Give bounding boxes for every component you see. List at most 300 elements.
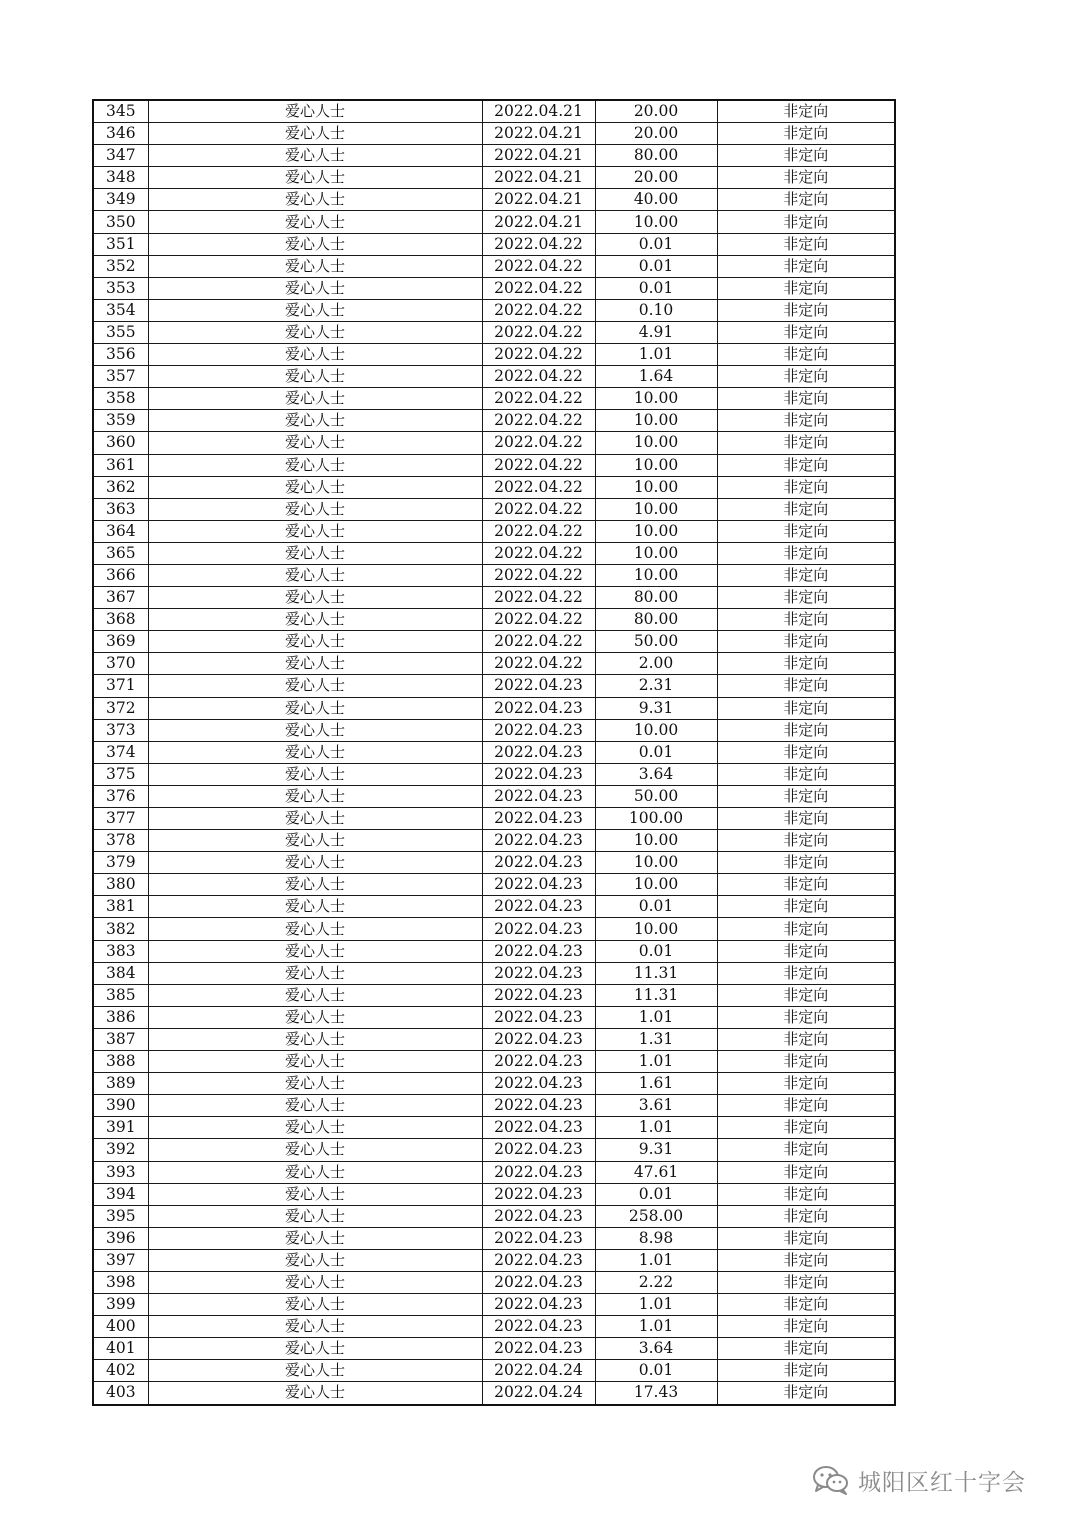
donation-date-cell: 2022.04.23 xyxy=(482,896,595,918)
donation-type-cell: 非定向 xyxy=(717,299,895,321)
donation-amount-cell: 10.00 xyxy=(595,564,717,586)
donation-type-cell: 非定向 xyxy=(717,123,895,145)
donation-date-cell: 2022.04.22 xyxy=(482,520,595,542)
table-row xyxy=(93,808,895,830)
donation-type-cell: 非定向 xyxy=(717,344,895,366)
donation-date-cell: 2022.04.22 xyxy=(482,388,595,410)
row-number-cell: 392 xyxy=(93,1139,148,1161)
table-row xyxy=(93,1227,895,1249)
table-row xyxy=(93,542,895,564)
table-row xyxy=(93,1382,895,1405)
donation-type-cell: 非定向 xyxy=(717,874,895,896)
donor-name-cell: 爱心人士 xyxy=(148,874,482,896)
row-number-cell: 398 xyxy=(93,1271,148,1293)
donation-type-cell: 非定向 xyxy=(717,1028,895,1050)
row-number-cell: 361 xyxy=(93,454,148,476)
donation-type-cell: 非定向 xyxy=(717,255,895,277)
donor-name-cell: 爱心人士 xyxy=(148,719,482,741)
donation-date-cell: 2022.04.23 xyxy=(482,697,595,719)
table-row xyxy=(93,145,895,167)
account-watermark xyxy=(812,1460,1026,1500)
row-number-cell: 364 xyxy=(93,520,148,542)
table-row xyxy=(93,167,895,189)
donation-date-cell: 2022.04.22 xyxy=(482,277,595,299)
donation-date-cell: 2022.04.23 xyxy=(482,1271,595,1293)
donation-amount-cell: 1.61 xyxy=(595,1073,717,1095)
donation-amount-cell: 0.01 xyxy=(595,896,717,918)
donation-type-cell: 非定向 xyxy=(717,189,895,211)
donation-date-cell: 2022.04.23 xyxy=(482,1006,595,1028)
donation-date-cell: 2022.04.23 xyxy=(482,1139,595,1161)
donor-name-cell: 爱心人士 xyxy=(148,1073,482,1095)
donor-name-cell: 爱心人士 xyxy=(148,542,482,564)
donation-date-cell: 2022.04.23 xyxy=(482,719,595,741)
table-row xyxy=(93,697,895,719)
donation-type-cell: 非定向 xyxy=(717,1316,895,1338)
donation-amount-cell: 1.01 xyxy=(595,1294,717,1316)
donation-amount-cell: 10.00 xyxy=(595,918,717,940)
donation-table-body xyxy=(93,100,895,1405)
donation-type-cell: 非定向 xyxy=(717,1271,895,1293)
donor-name-cell: 爱心人士 xyxy=(148,145,482,167)
donation-amount-cell: 11.31 xyxy=(595,984,717,1006)
donor-name-cell: 爱心人士 xyxy=(148,609,482,631)
donation-type-cell: 非定向 xyxy=(717,763,895,785)
donor-name-cell: 爱心人士 xyxy=(148,1095,482,1117)
row-number-cell: 378 xyxy=(93,830,148,852)
row-number-cell: 391 xyxy=(93,1117,148,1139)
donation-amount-cell: 1.01 xyxy=(595,1006,717,1028)
row-number-cell: 377 xyxy=(93,808,148,830)
donation-date-cell: 2022.04.22 xyxy=(482,498,595,520)
row-number-cell: 370 xyxy=(93,653,148,675)
donation-date-cell: 2022.04.22 xyxy=(482,609,595,631)
donation-date-cell: 2022.04.23 xyxy=(482,675,595,697)
donation-type-cell: 非定向 xyxy=(717,233,895,255)
table-row xyxy=(93,1360,895,1382)
donor-name-cell: 爱心人士 xyxy=(148,1316,482,1338)
row-number-cell: 397 xyxy=(93,1249,148,1271)
table-row xyxy=(93,1051,895,1073)
donation-type-cell: 非定向 xyxy=(717,785,895,807)
donation-amount-cell: 50.00 xyxy=(595,631,717,653)
donation-date-cell: 2022.04.22 xyxy=(482,476,595,498)
row-number-cell: 366 xyxy=(93,564,148,586)
donation-type-cell: 非定向 xyxy=(717,940,895,962)
donation-type-cell: 非定向 xyxy=(717,454,895,476)
donor-name-cell: 爱心人士 xyxy=(148,299,482,321)
donation-amount-cell: 0.01 xyxy=(595,741,717,763)
donation-type-cell: 非定向 xyxy=(717,1205,895,1227)
donation-type-cell: 非定向 xyxy=(717,1139,895,1161)
donation-type-cell: 非定向 xyxy=(717,1338,895,1360)
row-number-cell: 386 xyxy=(93,1006,148,1028)
donation-date-cell: 2022.04.23 xyxy=(482,1028,595,1050)
donation-date-cell: 2022.04.22 xyxy=(482,631,595,653)
donation-date-cell: 2022.04.23 xyxy=(482,984,595,1006)
donor-name-cell: 爱心人士 xyxy=(148,940,482,962)
donation-amount-cell: 0.10 xyxy=(595,299,717,321)
donation-amount-cell: 10.00 xyxy=(595,542,717,564)
donation-amount-cell: 10.00 xyxy=(595,852,717,874)
donor-name-cell: 爱心人士 xyxy=(148,1338,482,1360)
donation-amount-cell: 10.00 xyxy=(595,211,717,233)
donation-date-cell: 2022.04.23 xyxy=(482,808,595,830)
donation-date-cell: 2022.04.23 xyxy=(482,874,595,896)
row-number-cell: 351 xyxy=(93,233,148,255)
donation-date-cell: 2022.04.23 xyxy=(482,763,595,785)
donation-type-cell: 非定向 xyxy=(717,1249,895,1271)
donation-amount-cell: 3.64 xyxy=(595,763,717,785)
donor-name-cell: 爱心人士 xyxy=(148,1249,482,1271)
table-row xyxy=(93,564,895,586)
donation-amount-cell: 20.00 xyxy=(595,100,717,123)
donation-date-cell: 2022.04.23 xyxy=(482,962,595,984)
table-row xyxy=(93,432,895,454)
donor-name-cell: 爱心人士 xyxy=(148,388,482,410)
donation-date-cell: 2022.04.23 xyxy=(482,1338,595,1360)
donation-amount-cell: 1.64 xyxy=(595,366,717,388)
table-row xyxy=(93,255,895,277)
donation-type-cell: 非定向 xyxy=(717,962,895,984)
donation-type-cell: 非定向 xyxy=(717,520,895,542)
row-number-cell: 350 xyxy=(93,211,148,233)
donation-type-cell: 非定向 xyxy=(717,1161,895,1183)
donation-type-cell: 非定向 xyxy=(717,1073,895,1095)
donation-date-cell: 2022.04.23 xyxy=(482,1117,595,1139)
donation-amount-cell: 1.01 xyxy=(595,1316,717,1338)
row-number-cell: 387 xyxy=(93,1028,148,1050)
donation-type-cell: 非定向 xyxy=(717,1382,895,1405)
donor-name-cell: 爱心人士 xyxy=(148,344,482,366)
donation-amount-cell: 10.00 xyxy=(595,476,717,498)
row-number-cell: 390 xyxy=(93,1095,148,1117)
donation-type-cell: 非定向 xyxy=(717,1360,895,1382)
table-row xyxy=(93,1205,895,1227)
table-row xyxy=(93,631,895,653)
donation-type-cell: 非定向 xyxy=(717,498,895,520)
row-number-cell: 402 xyxy=(93,1360,148,1382)
table-row xyxy=(93,1117,895,1139)
table-row xyxy=(93,454,895,476)
donation-date-cell: 2022.04.23 xyxy=(482,1183,595,1205)
donation-type-cell: 非定向 xyxy=(717,697,895,719)
row-number-cell: 355 xyxy=(93,321,148,343)
donor-name-cell: 爱心人士 xyxy=(148,123,482,145)
row-number-cell: 360 xyxy=(93,432,148,454)
table-row xyxy=(93,1095,895,1117)
table-row xyxy=(93,1028,895,1050)
row-number-cell: 395 xyxy=(93,1205,148,1227)
donation-table xyxy=(92,99,896,1406)
donation-date-cell: 2022.04.22 xyxy=(482,321,595,343)
donation-date-cell: 2022.04.23 xyxy=(482,1161,595,1183)
row-number-cell: 368 xyxy=(93,609,148,631)
table-row xyxy=(93,1316,895,1338)
donation-date-cell: 2022.04.22 xyxy=(482,587,595,609)
donor-name-cell: 爱心人士 xyxy=(148,100,482,123)
donation-amount-cell: 50.00 xyxy=(595,785,717,807)
donation-date-cell: 2022.04.22 xyxy=(482,432,595,454)
donor-name-cell: 爱心人士 xyxy=(148,1028,482,1050)
row-number-cell: 354 xyxy=(93,299,148,321)
row-number-cell: 376 xyxy=(93,785,148,807)
donation-date-cell: 2022.04.24 xyxy=(482,1360,595,1382)
table-row xyxy=(93,962,895,984)
donation-date-cell: 2022.04.21 xyxy=(482,189,595,211)
donation-date-cell: 2022.04.23 xyxy=(482,1316,595,1338)
donation-amount-cell: 2.00 xyxy=(595,653,717,675)
donation-amount-cell: 3.64 xyxy=(595,1338,717,1360)
row-number-cell: 367 xyxy=(93,587,148,609)
donation-date-cell: 2022.04.21 xyxy=(482,211,595,233)
donation-amount-cell: 0.01 xyxy=(595,255,717,277)
donation-type-cell: 非定向 xyxy=(717,719,895,741)
donor-name-cell: 爱心人士 xyxy=(148,233,482,255)
table-row xyxy=(93,277,895,299)
donation-date-cell: 2022.04.22 xyxy=(482,410,595,432)
row-number-cell: 375 xyxy=(93,763,148,785)
donation-amount-cell: 8.98 xyxy=(595,1227,717,1249)
donor-name-cell: 爱心人士 xyxy=(148,277,482,299)
row-number-cell: 394 xyxy=(93,1183,148,1205)
donation-type-cell: 非定向 xyxy=(717,1294,895,1316)
table-row xyxy=(93,321,895,343)
donation-date-cell: 2022.04.22 xyxy=(482,454,595,476)
row-number-cell: 345 xyxy=(93,100,148,123)
donation-amount-cell: 47.61 xyxy=(595,1161,717,1183)
row-number-cell: 365 xyxy=(93,542,148,564)
donor-name-cell: 爱心人士 xyxy=(148,1271,482,1293)
donation-date-cell: 2022.04.23 xyxy=(482,1051,595,1073)
table-row xyxy=(93,388,895,410)
donation-type-cell: 非定向 xyxy=(717,653,895,675)
donor-name-cell: 爱心人士 xyxy=(148,984,482,1006)
row-number-cell: 400 xyxy=(93,1316,148,1338)
table-row xyxy=(93,785,895,807)
donation-amount-cell: 2.31 xyxy=(595,675,717,697)
donor-name-cell: 爱心人士 xyxy=(148,1139,482,1161)
donation-amount-cell: 80.00 xyxy=(595,609,717,631)
table-row xyxy=(93,763,895,785)
watermark-text: 城阳区红十字会 xyxy=(858,1469,1026,1496)
row-number-cell: 388 xyxy=(93,1051,148,1073)
donor-name-cell: 爱心人士 xyxy=(148,653,482,675)
donor-name-cell: 爱心人士 xyxy=(148,1006,482,1028)
donation-date-cell: 2022.04.22 xyxy=(482,299,595,321)
donor-name-cell: 爱心人士 xyxy=(148,1205,482,1227)
row-number-cell: 352 xyxy=(93,255,148,277)
donation-amount-cell: 10.00 xyxy=(595,454,717,476)
donor-name-cell: 爱心人士 xyxy=(148,852,482,874)
donor-name-cell: 爱心人士 xyxy=(148,587,482,609)
donation-type-cell: 非定向 xyxy=(717,432,895,454)
row-number-cell: 381 xyxy=(93,896,148,918)
donation-type-cell: 非定向 xyxy=(717,587,895,609)
donation-type-cell: 非定向 xyxy=(717,542,895,564)
donation-date-cell: 2022.04.23 xyxy=(482,852,595,874)
donor-name-cell: 爱心人士 xyxy=(148,1382,482,1405)
donation-amount-cell: 100.00 xyxy=(595,808,717,830)
row-number-cell: 393 xyxy=(93,1161,148,1183)
row-number-cell: 347 xyxy=(93,145,148,167)
donation-date-cell: 2022.04.23 xyxy=(482,918,595,940)
row-number-cell: 349 xyxy=(93,189,148,211)
donation-type-cell: 非定向 xyxy=(717,741,895,763)
donation-date-cell: 2022.04.23 xyxy=(482,1205,595,1227)
donation-amount-cell: 17.43 xyxy=(595,1382,717,1405)
table-row xyxy=(93,1139,895,1161)
row-number-cell: 403 xyxy=(93,1382,148,1405)
table-row xyxy=(93,1271,895,1293)
table-row xyxy=(93,830,895,852)
donor-name-cell: 爱心人士 xyxy=(148,564,482,586)
donation-type-cell: 非定向 xyxy=(717,100,895,123)
row-number-cell: 373 xyxy=(93,719,148,741)
row-number-cell: 369 xyxy=(93,631,148,653)
donation-type-cell: 非定向 xyxy=(717,366,895,388)
row-number-cell: 363 xyxy=(93,498,148,520)
donor-name-cell: 爱心人士 xyxy=(148,1360,482,1382)
donation-amount-cell: 40.00 xyxy=(595,189,717,211)
table-row xyxy=(93,852,895,874)
row-number-cell: 384 xyxy=(93,962,148,984)
row-number-cell: 371 xyxy=(93,675,148,697)
donation-type-cell: 非定向 xyxy=(717,1227,895,1249)
donor-name-cell: 爱心人士 xyxy=(148,1183,482,1205)
table-row xyxy=(93,896,895,918)
donation-type-cell: 非定向 xyxy=(717,609,895,631)
table-row xyxy=(93,1338,895,1360)
row-number-cell: 358 xyxy=(93,388,148,410)
donor-name-cell: 爱心人士 xyxy=(148,167,482,189)
donation-date-cell: 2022.04.23 xyxy=(482,1227,595,1249)
donation-date-cell: 2022.04.24 xyxy=(482,1382,595,1405)
row-number-cell: 362 xyxy=(93,476,148,498)
table-row xyxy=(93,1294,895,1316)
donation-amount-cell: 258.00 xyxy=(595,1205,717,1227)
table-row xyxy=(93,211,895,233)
row-number-cell: 374 xyxy=(93,741,148,763)
donation-date-cell: 2022.04.23 xyxy=(482,1294,595,1316)
donor-name-cell: 爱心人士 xyxy=(148,410,482,432)
donation-amount-cell: 10.00 xyxy=(595,874,717,896)
donation-amount-cell: 10.00 xyxy=(595,719,717,741)
donation-date-cell: 2022.04.23 xyxy=(482,830,595,852)
donation-type-cell: 非定向 xyxy=(717,631,895,653)
table-row xyxy=(93,1161,895,1183)
donation-amount-cell: 0.01 xyxy=(595,233,717,255)
donor-name-cell: 爱心人士 xyxy=(148,918,482,940)
donation-amount-cell: 1.31 xyxy=(595,1028,717,1050)
donation-amount-cell: 1.01 xyxy=(595,1249,717,1271)
donation-type-cell: 非定向 xyxy=(717,476,895,498)
table-row xyxy=(93,1183,895,1205)
donation-amount-cell: 80.00 xyxy=(595,587,717,609)
row-number-cell: 359 xyxy=(93,410,148,432)
table-row xyxy=(93,741,895,763)
table-row xyxy=(93,653,895,675)
donation-type-cell: 非定向 xyxy=(717,321,895,343)
donation-date-cell: 2022.04.22 xyxy=(482,564,595,586)
table-row xyxy=(93,498,895,520)
donor-name-cell: 爱心人士 xyxy=(148,785,482,807)
donation-type-cell: 非定向 xyxy=(717,808,895,830)
row-number-cell: 382 xyxy=(93,918,148,940)
donation-date-cell: 2022.04.21 xyxy=(482,145,595,167)
donation-amount-cell: 1.01 xyxy=(595,344,717,366)
donation-type-cell: 非定向 xyxy=(717,211,895,233)
table-row xyxy=(93,233,895,255)
table-row xyxy=(93,874,895,896)
table-row xyxy=(93,123,895,145)
donation-date-cell: 2022.04.22 xyxy=(482,366,595,388)
table-row xyxy=(93,609,895,631)
donation-type-cell: 非定向 xyxy=(717,145,895,167)
donation-type-cell: 非定向 xyxy=(717,1095,895,1117)
donation-type-cell: 非定向 xyxy=(717,852,895,874)
donation-amount-cell: 10.00 xyxy=(595,410,717,432)
donation-date-cell: 2022.04.22 xyxy=(482,233,595,255)
donation-type-cell: 非定向 xyxy=(717,830,895,852)
row-number-cell: 356 xyxy=(93,344,148,366)
donation-amount-cell: 9.31 xyxy=(595,697,717,719)
table-row xyxy=(93,344,895,366)
donor-name-cell: 爱心人士 xyxy=(148,1161,482,1183)
donor-name-cell: 爱心人士 xyxy=(148,763,482,785)
donation-date-cell: 2022.04.22 xyxy=(482,542,595,564)
donation-type-cell: 非定向 xyxy=(717,564,895,586)
row-number-cell: 372 xyxy=(93,697,148,719)
donation-type-cell: 非定向 xyxy=(717,277,895,299)
table-row xyxy=(93,1073,895,1095)
donor-name-cell: 爱心人士 xyxy=(148,211,482,233)
table-row xyxy=(93,719,895,741)
donation-date-cell: 2022.04.22 xyxy=(482,255,595,277)
table-row xyxy=(93,1006,895,1028)
donor-name-cell: 爱心人士 xyxy=(148,896,482,918)
row-number-cell: 385 xyxy=(93,984,148,1006)
donation-amount-cell: 2.22 xyxy=(595,1271,717,1293)
table-row xyxy=(93,189,895,211)
donation-type-cell: 非定向 xyxy=(717,984,895,1006)
donor-name-cell: 爱心人士 xyxy=(148,255,482,277)
table-row xyxy=(93,675,895,697)
row-number-cell: 346 xyxy=(93,123,148,145)
donation-amount-cell: 10.00 xyxy=(595,830,717,852)
donor-name-cell: 爱心人士 xyxy=(148,631,482,653)
donation-date-cell: 2022.04.21 xyxy=(482,100,595,123)
donation-amount-cell: 11.31 xyxy=(595,962,717,984)
donation-type-cell: 非定向 xyxy=(717,896,895,918)
donation-amount-cell: 0.01 xyxy=(595,277,717,299)
donation-date-cell: 2022.04.23 xyxy=(482,785,595,807)
donation-amount-cell: 80.00 xyxy=(595,145,717,167)
donation-date-cell: 2022.04.23 xyxy=(482,1095,595,1117)
donation-amount-cell: 10.00 xyxy=(595,498,717,520)
wechat-icon xyxy=(812,1464,850,1496)
donor-name-cell: 爱心人士 xyxy=(148,808,482,830)
donor-name-cell: 爱心人士 xyxy=(148,697,482,719)
table-row xyxy=(93,299,895,321)
donation-amount-cell: 0.01 xyxy=(595,940,717,962)
donation-amount-cell: 3.61 xyxy=(595,1095,717,1117)
donation-date-cell: 2022.04.23 xyxy=(482,741,595,763)
donor-name-cell: 爱心人士 xyxy=(148,498,482,520)
row-number-cell: 357 xyxy=(93,366,148,388)
table-row xyxy=(93,520,895,542)
donor-name-cell: 爱心人士 xyxy=(148,675,482,697)
